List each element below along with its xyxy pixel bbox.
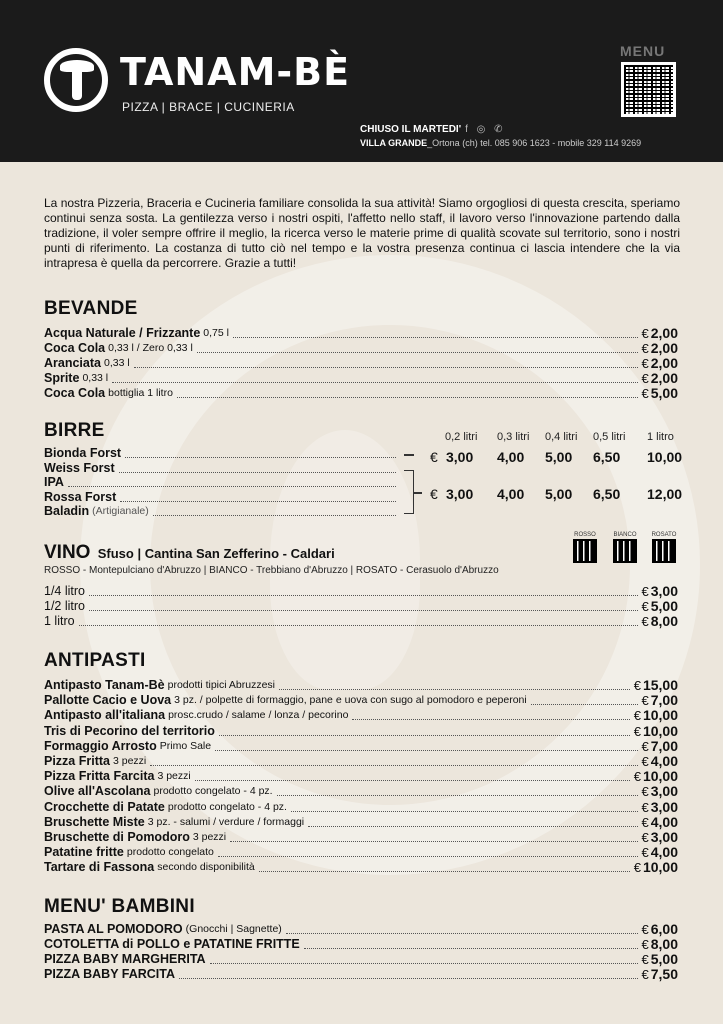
- item-price: [634, 724, 678, 739]
- menu-label: MENU: [620, 43, 666, 59]
- section-title-antipasti: ANTIPASTI: [44, 650, 146, 671]
- menu-item: [44, 584, 678, 599]
- beer-name: Baladin: [44, 504, 90, 518]
- euro-sign: €: [633, 678, 641, 693]
- price-value: 3,00: [650, 583, 678, 599]
- item-description: prodotti tipici Abruzzesi: [167, 679, 276, 691]
- item-description: 3 pezzi: [113, 755, 147, 767]
- item-price: [642, 599, 678, 614]
- dotted-leader: [179, 978, 637, 979]
- qr-bianco[interactable]: BIANCO: [610, 532, 640, 563]
- beer-item: [44, 446, 400, 461]
- item-price: [642, 739, 678, 754]
- menu-qr-code-icon[interactable]: [621, 62, 676, 117]
- birre-bracket-tick: [414, 492, 422, 494]
- price-value: 4,00: [650, 844, 678, 861]
- page-header: [0, 0, 723, 162]
- menu-item: [44, 860, 678, 875]
- euro-sign: €: [641, 967, 649, 982]
- euro-sign: €: [641, 952, 649, 967]
- item-description: 3 pz. / polpette di formaggio, pane e uova con sugo al pomodoro e peperoni: [174, 694, 527, 707]
- beer-price: 5,00: [545, 486, 573, 502]
- qr-code-icon: [652, 539, 676, 563]
- item-price: [642, 952, 678, 967]
- menu-item: [44, 922, 678, 937]
- menu-item: [44, 754, 678, 769]
- beer-size-label: 0,4 litri: [545, 431, 578, 443]
- price-value: 5,00: [650, 385, 678, 401]
- qr-code-icon: [613, 539, 637, 563]
- item-name: PASTA AL POMODORO: [44, 922, 183, 936]
- menu-item: [44, 708, 678, 723]
- dotted-leader: [119, 472, 396, 473]
- item-price: [642, 967, 678, 982]
- item-description: prodotto congelato - 4 pz.: [167, 800, 287, 813]
- menu-item: [44, 341, 678, 356]
- euro-sign: €: [641, 371, 649, 386]
- price-value: 2,00: [650, 340, 678, 356]
- euro-sign: €: [641, 922, 649, 937]
- dotted-leader: [177, 397, 638, 398]
- social-icons[interactable]: f ◎ ✆: [465, 124, 506, 135]
- euro-sign: €: [641, 799, 649, 815]
- beer-item: [44, 490, 400, 505]
- price-value: 6,00: [650, 921, 678, 937]
- item-description: 3 pezzi: [192, 831, 227, 843]
- menu-item: [44, 967, 678, 982]
- item-description: (Gnocchi | Sagnette): [185, 923, 282, 935]
- item-name: Olive all'Ascolana: [44, 784, 151, 799]
- dotted-leader: [279, 689, 630, 690]
- euro-sign: €: [430, 449, 438, 465]
- item-description: Primo Sale: [159, 739, 212, 752]
- beer-price: 4,00: [497, 449, 525, 465]
- item-price: [634, 678, 678, 693]
- item-name: Antipasto all'italiana: [44, 708, 166, 723]
- item-price: [634, 708, 678, 723]
- dotted-leader: [215, 750, 637, 751]
- euro-sign: €: [641, 738, 649, 754]
- dotted-leader: [134, 367, 638, 368]
- euro-sign: €: [641, 814, 649, 830]
- euro-sign: €: [641, 341, 649, 356]
- item-price: [642, 341, 678, 356]
- menu-item: [44, 614, 678, 629]
- item-description: secondo disponibilità: [157, 861, 255, 874]
- birre-connector: [404, 454, 414, 456]
- euro-sign: €: [641, 845, 649, 861]
- item-name: Crocchette di Patate: [44, 799, 165, 814]
- dotted-leader: [352, 719, 629, 720]
- euro-sign: €: [633, 708, 641, 724]
- dotted-leader: [277, 795, 638, 796]
- dotted-leader: [150, 765, 637, 766]
- dotted-leader: [89, 610, 638, 611]
- euro-sign: €: [641, 937, 649, 952]
- item-price: [642, 845, 678, 860]
- dotted-leader: [112, 382, 637, 383]
- menu-item: [44, 386, 678, 401]
- beer-price: 3,00: [446, 449, 474, 465]
- dotted-leader: [230, 841, 637, 842]
- item-name: Pizza Fritta: [44, 754, 110, 768]
- menu-item: [44, 739, 678, 754]
- section-title-bevande: BEVANDE: [44, 298, 138, 319]
- item-price: [642, 614, 678, 629]
- dotted-leader: [308, 826, 637, 827]
- price-value: 4,00: [650, 753, 678, 769]
- euro-sign: €: [641, 754, 649, 769]
- dotted-leader: [304, 948, 638, 949]
- beer-item: [44, 475, 400, 490]
- item-name: Coca Cola: [44, 341, 106, 355]
- beer-size-label: 0,2 litri: [445, 431, 478, 443]
- beer-price: 3,00: [446, 486, 474, 502]
- euro-sign: €: [641, 693, 649, 709]
- item-name: Acqua Naturale / Frizzante: [44, 326, 201, 340]
- beer-price: 5,00: [545, 449, 573, 465]
- section-title-vino: VINO Sfuso | Cantina San Zefferino - Caldari: [44, 542, 335, 563]
- beer-price: 6,50: [593, 486, 621, 502]
- item-description: prodotto congelato: [126, 846, 214, 859]
- menu-item: [44, 784, 678, 799]
- item-price: [642, 754, 678, 769]
- dotted-leader: [210, 963, 638, 964]
- item-name: Antipasto Tanam-Bè: [44, 678, 165, 692]
- euro-sign: €: [633, 860, 641, 876]
- euro-sign: €: [641, 830, 649, 845]
- price-value: 3,00: [650, 829, 678, 845]
- price-value: 7,00: [650, 692, 678, 709]
- euro-sign: €: [430, 486, 438, 502]
- item-description: prodotto congelato - 4 pz.: [153, 785, 273, 798]
- item-price: [642, 937, 678, 952]
- menu-item: [44, 830, 678, 845]
- item-price: [642, 326, 678, 341]
- menu-item: [44, 693, 678, 708]
- item-price: [642, 815, 678, 830]
- dotted-leader: [233, 337, 638, 338]
- dotted-leader: [197, 352, 638, 353]
- item-name: Coca Cola: [44, 386, 106, 400]
- beer-name: Bionda Forst: [44, 446, 122, 460]
- item-name: 1 litro: [44, 614, 75, 628]
- price-value: 3,00: [650, 798, 678, 815]
- item-name: Sprite: [44, 371, 80, 385]
- item-name: Bruschette Miste: [44, 814, 145, 829]
- item-price: [642, 356, 678, 371]
- euro-sign: €: [641, 784, 649, 800]
- item-name: Patatine fritte: [44, 845, 124, 860]
- menu-item: [44, 356, 678, 371]
- item-price: [642, 800, 678, 815]
- item-name: PIZZA BABY MARGHERITA: [44, 952, 206, 966]
- price-value: 5,00: [650, 598, 678, 614]
- item-description: 0,75 l: [203, 327, 229, 339]
- section-title-bambini: MENU' BAMBINI: [44, 896, 195, 917]
- brand-tagline: PIZZA | BRACE | CUCINERIA: [122, 100, 295, 114]
- price-value: 2,00: [650, 325, 678, 341]
- price-value: 10,00: [642, 722, 678, 739]
- item-name: Tris di Pecorino del territorio: [44, 723, 215, 738]
- price-value: 8,00: [650, 936, 678, 952]
- dotted-leader: [89, 595, 638, 596]
- item-description: bottiglia 1 litro: [108, 387, 173, 399]
- item-name: Tartare di Fassona: [44, 860, 155, 875]
- item-name: Pallotte Cacio e Uova: [44, 693, 172, 708]
- euro-sign: €: [641, 386, 649, 401]
- menu-item: [44, 678, 678, 693]
- menu-item: [44, 371, 678, 386]
- menu-item: [44, 937, 678, 952]
- euro-sign: €: [641, 356, 649, 371]
- item-price: [642, 371, 678, 386]
- price-value: 2,00: [650, 355, 678, 371]
- price-value: 15,00: [642, 677, 678, 693]
- item-name: 1/4 litro: [44, 584, 85, 598]
- item-name: 1/2 litro: [44, 599, 85, 613]
- price-value: 5,00: [650, 951, 678, 967]
- dotted-leader: [531, 704, 638, 705]
- beer-item: [44, 461, 400, 476]
- dotted-leader: [291, 811, 638, 812]
- item-price: [642, 922, 678, 937]
- item-name: Bruschette di Pomodoro: [44, 830, 190, 844]
- dotted-leader: [79, 625, 638, 626]
- beer-price: 10,00: [647, 449, 683, 465]
- item-description: 0,33 l / Zero 0,33 l: [108, 342, 193, 354]
- price-value: 8,00: [650, 613, 678, 629]
- qr-code-icon: [573, 539, 597, 563]
- closing-day: CHIUSO IL MARTEDI' f ◎ ✆: [360, 124, 506, 135]
- beer-name: Rossa Forst: [44, 489, 117, 504]
- item-description: 3 pz. - salumi / verdure / formaggi: [147, 815, 305, 828]
- birre-bracket: [404, 470, 414, 514]
- dotted-leader: [68, 486, 396, 487]
- beer-size-label: 1 litro: [647, 431, 674, 443]
- price-value: 10,00: [642, 859, 678, 876]
- item-description: 3 pezzi: [157, 770, 191, 783]
- menu-item: [44, 599, 678, 614]
- beer-price: 4,00: [497, 486, 525, 502]
- menu-item: [44, 845, 678, 860]
- price-value: 2,00: [650, 370, 678, 386]
- address-contacts: VILLA GRANDE_Ortona (ch) tel. 085 906 1623 - mobile 329 114 9269: [360, 138, 642, 148]
- item-price: [642, 584, 678, 599]
- item-price: [642, 784, 678, 799]
- item-description: 0,33 l: [103, 357, 130, 369]
- menu-item: [44, 326, 678, 341]
- price-value: 10,00: [642, 707, 678, 724]
- beer-name: IPA: [44, 475, 64, 489]
- dotted-leader: [219, 735, 630, 736]
- qr-rosso[interactable]: ROSSO: [570, 532, 600, 563]
- intro-text: La nostra Pizzeria, Braceria e Cucineria familiare consolida la sua attività! Siamo orgogliosi di questa crescita, speriamo continui senza sosta. La gentilezza verso i nostri ospiti, l'affetto nello staff, il lavoro verso l'innovazione partendo dalla tradizione, il voler sempre offrire il meglio, la ricerca verso le materie prime di qualità scovate sul territorio, sono i nostri punti di riferimento. La costanza di tutto ciò nel tempo e la vostra presenza continua ci lascia intendere che la via intrapresa è quella da percorrere. Grazie a tutti!: [44, 196, 680, 270]
- logo-icon: [44, 48, 108, 112]
- beer-price: 6,50: [593, 449, 621, 465]
- price-value: 3,00: [650, 783, 678, 800]
- item-price: [634, 860, 678, 875]
- beer-size-label: 0,5 litri: [593, 431, 626, 443]
- vino-description: ROSSO - Montepulciano d'Abruzzo | BIANCO - Trebbiano d'Abruzzo | ROSATO - Cerasuolo d'Abruzzo: [44, 565, 499, 576]
- section-title-birre: BIRRE: [44, 420, 105, 441]
- price-value: 7,00: [650, 737, 678, 754]
- euro-sign: €: [633, 769, 641, 785]
- item-price: [642, 830, 678, 845]
- menu-item: [44, 952, 678, 967]
- euro-sign: €: [641, 614, 649, 629]
- beer-note: (Artigianale): [92, 505, 149, 517]
- item-price: [642, 693, 678, 708]
- item-name: Pizza Fritta Farcita: [44, 769, 155, 784]
- euro-sign: €: [641, 599, 649, 614]
- beer-item: [44, 504, 400, 519]
- beer-price: 12,00: [647, 486, 683, 502]
- euro-sign: €: [641, 326, 649, 341]
- dotted-leader: [218, 856, 638, 857]
- beer-name: Weiss Forst: [44, 460, 115, 475]
- item-name: PIZZA BABY FARCITA: [44, 967, 176, 981]
- qr-rosato[interactable]: ROSATO: [649, 532, 679, 563]
- price-value: 7,50: [650, 966, 678, 982]
- dotted-leader: [153, 515, 396, 516]
- menu-item: [44, 769, 678, 784]
- dotted-leader: [195, 780, 630, 781]
- item-name: Formaggio Arrosto: [44, 738, 157, 753]
- dotted-leader: [120, 501, 396, 502]
- item-price: [642, 386, 678, 401]
- euro-sign: €: [641, 584, 649, 599]
- item-price: [634, 769, 678, 784]
- brand-name: TANAM-BÈ: [120, 50, 351, 94]
- item-description: prosc.crudo / salame / lonza / pecorino: [168, 709, 349, 722]
- menu-item: [44, 815, 678, 830]
- dotted-leader: [125, 457, 396, 458]
- price-value: 4,00: [650, 813, 678, 830]
- price-value: 10,00: [642, 768, 678, 785]
- menu-item: [44, 800, 678, 815]
- item-name: Aranciata: [44, 356, 101, 370]
- dotted-leader: [259, 871, 630, 872]
- euro-sign: €: [633, 723, 641, 739]
- item-description: 0,33 l: [82, 372, 109, 384]
- dotted-leader: [286, 933, 638, 934]
- beer-size-label: 0,3 litri: [497, 431, 530, 443]
- item-name: COTOLETTA di POLLO e PATATINE FRITTE: [44, 937, 300, 951]
- menu-item: [44, 724, 678, 739]
